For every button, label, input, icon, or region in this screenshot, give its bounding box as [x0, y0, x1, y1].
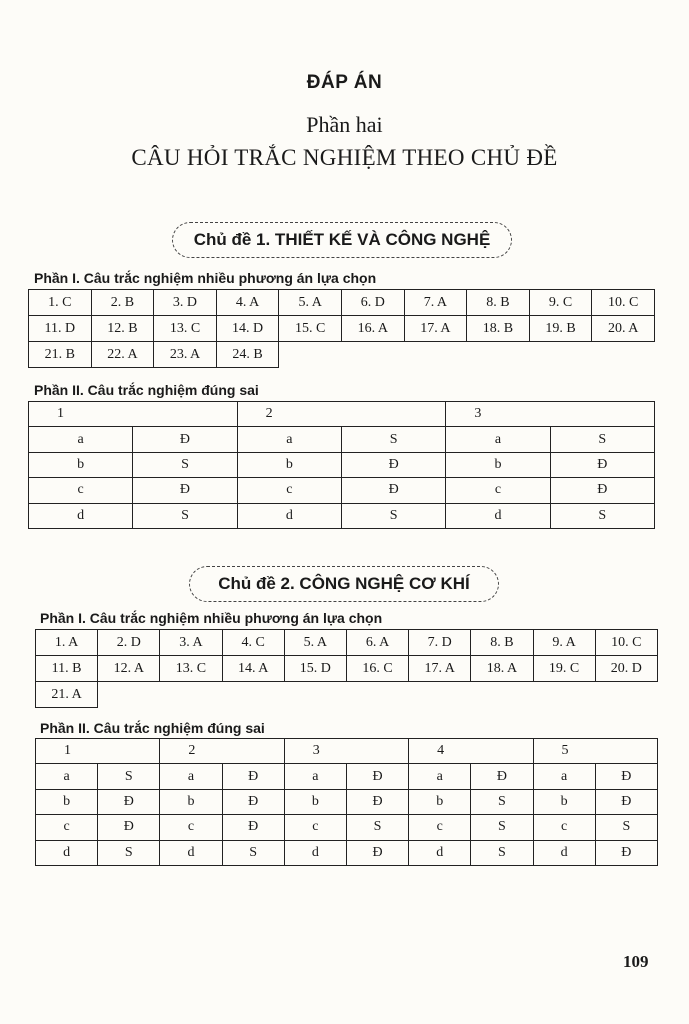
tf-answer-cell: S: [471, 840, 533, 865]
tf-question-header: 2: [160, 739, 284, 764]
answer-cell: 9. A: [533, 630, 595, 656]
tf-statement-cell: b: [284, 789, 346, 814]
answer-cell: 3. D: [154, 290, 217, 316]
tf-answer-cell: S: [341, 427, 445, 452]
answer-cell: 5. A: [284, 630, 346, 656]
topic-1-mc-heading: Phần I. Câu trắc nghiệm nhiều phương án lựa chọn: [34, 270, 377, 286]
answer-cell: 16. A: [341, 316, 404, 342]
tf-statement-cell: d: [533, 840, 595, 865]
tf-answer-cell: Đ: [471, 764, 533, 789]
tf-question-header: 3: [446, 402, 655, 427]
tf-statement-cell: a: [533, 764, 595, 789]
answer-cell: 10. C: [592, 290, 655, 316]
tf-question-header: 1: [29, 402, 238, 427]
tf-answer-cell: Đ: [550, 478, 654, 503]
tf-row: [29, 427, 655, 452]
section-subtitle: CÂU HỎI TRẮC NGHIỆM THEO CHỦ ĐỀ: [131, 145, 558, 170]
tf-statement-cell: a: [160, 764, 222, 789]
answer-cell: 1. A: [36, 630, 98, 656]
answer-cell: 4. A: [216, 290, 279, 316]
tf-statement-cell: c: [409, 815, 471, 840]
tf-statement-cell: c: [36, 815, 98, 840]
answer-row: [29, 342, 655, 368]
tf-answer-cell: Đ: [222, 789, 284, 814]
answer-cell: 18. B: [467, 316, 530, 342]
tf-answer-cell: Đ: [133, 427, 237, 452]
answer-cell: 4. C: [222, 630, 284, 656]
answer-cell: 24. B: [216, 342, 279, 368]
answer-cell: 13. C: [160, 656, 222, 682]
answer-cell: 20. A: [592, 316, 655, 342]
tf-statement-cell: c: [29, 478, 133, 503]
answer-cell: 19. B: [529, 316, 592, 342]
answer-cell: 7. A: [404, 290, 467, 316]
tf-statement-cell: b: [237, 452, 341, 477]
answer-cell: 11. D: [29, 316, 92, 342]
tf-answer-cell: Đ: [346, 764, 408, 789]
answer-cell: 15. D: [284, 656, 346, 682]
answer-cell: 2. D: [98, 630, 160, 656]
topic-2-tf-heading: Phần II. Câu trắc nghiệm đúng sai: [40, 720, 265, 736]
answer-cell: 3. A: [160, 630, 222, 656]
answer-cell: 12. A: [98, 656, 160, 682]
tf-statement-cell: a: [237, 427, 341, 452]
tf-row: [36, 764, 658, 789]
tf-answer-cell: S: [222, 840, 284, 865]
tf-statement-cell: d: [160, 840, 222, 865]
answer-row: [36, 656, 658, 682]
tf-statement-cell: c: [533, 815, 595, 840]
topic-1-tf-heading: Phần II. Câu trắc nghiệm đúng sai: [34, 382, 259, 398]
tf-answer-cell: Đ: [550, 452, 654, 477]
tf-row: [36, 840, 658, 865]
tf-answer-cell: S: [133, 452, 237, 477]
tf-answer-cell: S: [550, 427, 654, 452]
tf-answer-cell: Đ: [346, 840, 408, 865]
tf-header-row: [29, 402, 655, 427]
answer-cell: 9. C: [529, 290, 592, 316]
part-title: Phần hai: [306, 112, 383, 137]
tf-answer-cell: Đ: [346, 789, 408, 814]
tf-row: [29, 503, 655, 528]
answer-cell: 8. B: [471, 630, 533, 656]
tf-answer-cell: S: [471, 789, 533, 814]
tf-answer-cell: Đ: [595, 789, 657, 814]
answer-cell: 8. B: [467, 290, 530, 316]
tf-answer-cell: Đ: [595, 840, 657, 865]
topic-2-mc-table: [35, 629, 658, 708]
answer-cell: 14. D: [216, 316, 279, 342]
tf-answer-cell: Đ: [341, 478, 445, 503]
tf-question-header: 3: [284, 739, 408, 764]
tf-statement-cell: d: [36, 840, 98, 865]
tf-statement-cell: d: [446, 503, 550, 528]
tf-question-header: 4: [409, 739, 533, 764]
tf-question-header: 5: [533, 739, 658, 764]
tf-statement-cell: d: [29, 503, 133, 528]
tf-statement-cell: b: [409, 789, 471, 814]
tf-answer-cell: Đ: [595, 764, 657, 789]
tf-answer-cell: Đ: [133, 478, 237, 503]
topic-2-title: Chủ đề 2. CÔNG NGHỆ CƠ KHÍ: [189, 566, 499, 602]
topic-2-tf-table: [35, 738, 658, 866]
tf-answer-cell: S: [133, 503, 237, 528]
tf-question-header: 1: [36, 739, 160, 764]
tf-row: [29, 452, 655, 477]
tf-statement-cell: a: [284, 764, 346, 789]
topic-1-mc-table: [28, 289, 655, 368]
answer-cell: 7. D: [409, 630, 471, 656]
tf-row: [36, 815, 658, 840]
answer-cell: 10. C: [595, 630, 657, 656]
tf-row: [36, 789, 658, 814]
answer-cell: 18. A: [471, 656, 533, 682]
tf-answer-cell: S: [98, 840, 160, 865]
answer-cell: 6. D: [341, 290, 404, 316]
answer-row: [36, 682, 658, 708]
tf-statement-cell: a: [36, 764, 98, 789]
answer-cell: 19. C: [533, 656, 595, 682]
tf-answer-cell: S: [550, 503, 654, 528]
answer-cell: 14. A: [222, 656, 284, 682]
tf-answer-cell: S: [471, 815, 533, 840]
tf-statement-cell: a: [29, 427, 133, 452]
answer-cell: 23. A: [154, 342, 217, 368]
answer-row: [36, 630, 658, 656]
tf-answer-cell: S: [341, 503, 445, 528]
tf-statement-cell: c: [160, 815, 222, 840]
tf-answer-cell: Đ: [222, 815, 284, 840]
topic-1-tf-table: [28, 401, 655, 529]
tf-statement-cell: b: [29, 452, 133, 477]
tf-statement-cell: a: [409, 764, 471, 789]
answer-cell: 21. A: [36, 682, 98, 708]
tf-answer-cell: S: [346, 815, 408, 840]
answer-cell: 17. A: [409, 656, 471, 682]
answer-cell: 17. A: [404, 316, 467, 342]
topic-2-mc-heading: Phần I. Câu trắc nghiệm nhiều phương án lựa chọn: [40, 610, 383, 626]
tf-question-header: 2: [237, 402, 446, 427]
answer-cell: 12. B: [91, 316, 154, 342]
tf-statement-cell: d: [237, 503, 341, 528]
tf-answer-cell: Đ: [98, 815, 160, 840]
tf-answer-cell: S: [595, 815, 657, 840]
answer-cell: 20. D: [595, 656, 657, 682]
answer-cell: 1. C: [29, 290, 92, 316]
tf-statement-cell: a: [446, 427, 550, 452]
tf-header-row: [36, 739, 658, 764]
answer-cell: 15. C: [279, 316, 342, 342]
tf-answer-cell: Đ: [222, 764, 284, 789]
answer-cell: 13. C: [154, 316, 217, 342]
answer-row: [29, 290, 655, 316]
topic-1-title: Chủ đề 1. THIẾT KẾ VÀ CÔNG NGHỆ: [172, 222, 512, 258]
answer-title: ĐÁP ÁN: [306, 72, 383, 93]
tf-statement-cell: b: [36, 789, 98, 814]
tf-row: [29, 478, 655, 503]
answer-cell: 16. C: [346, 656, 408, 682]
answer-cell: 5. A: [279, 290, 342, 316]
tf-statement-cell: c: [284, 815, 346, 840]
tf-answer-cell: S: [98, 764, 160, 789]
tf-statement-cell: c: [237, 478, 341, 503]
tf-answer-cell: Đ: [341, 452, 445, 477]
answer-cell: 21. B: [29, 342, 92, 368]
answer-cell: 22. A: [91, 342, 154, 368]
tf-statement-cell: d: [409, 840, 471, 865]
tf-statement-cell: d: [284, 840, 346, 865]
tf-statement-cell: c: [446, 478, 550, 503]
tf-statement-cell: b: [533, 789, 595, 814]
tf-answer-cell: Đ: [98, 789, 160, 814]
answer-cell: 2. B: [91, 290, 154, 316]
tf-statement-cell: b: [446, 452, 550, 477]
tf-statement-cell: b: [160, 789, 222, 814]
answer-row: [29, 316, 655, 342]
answer-cell: 6. A: [346, 630, 408, 656]
page-number: 109: [623, 952, 649, 971]
answer-cell: 11. B: [36, 656, 98, 682]
